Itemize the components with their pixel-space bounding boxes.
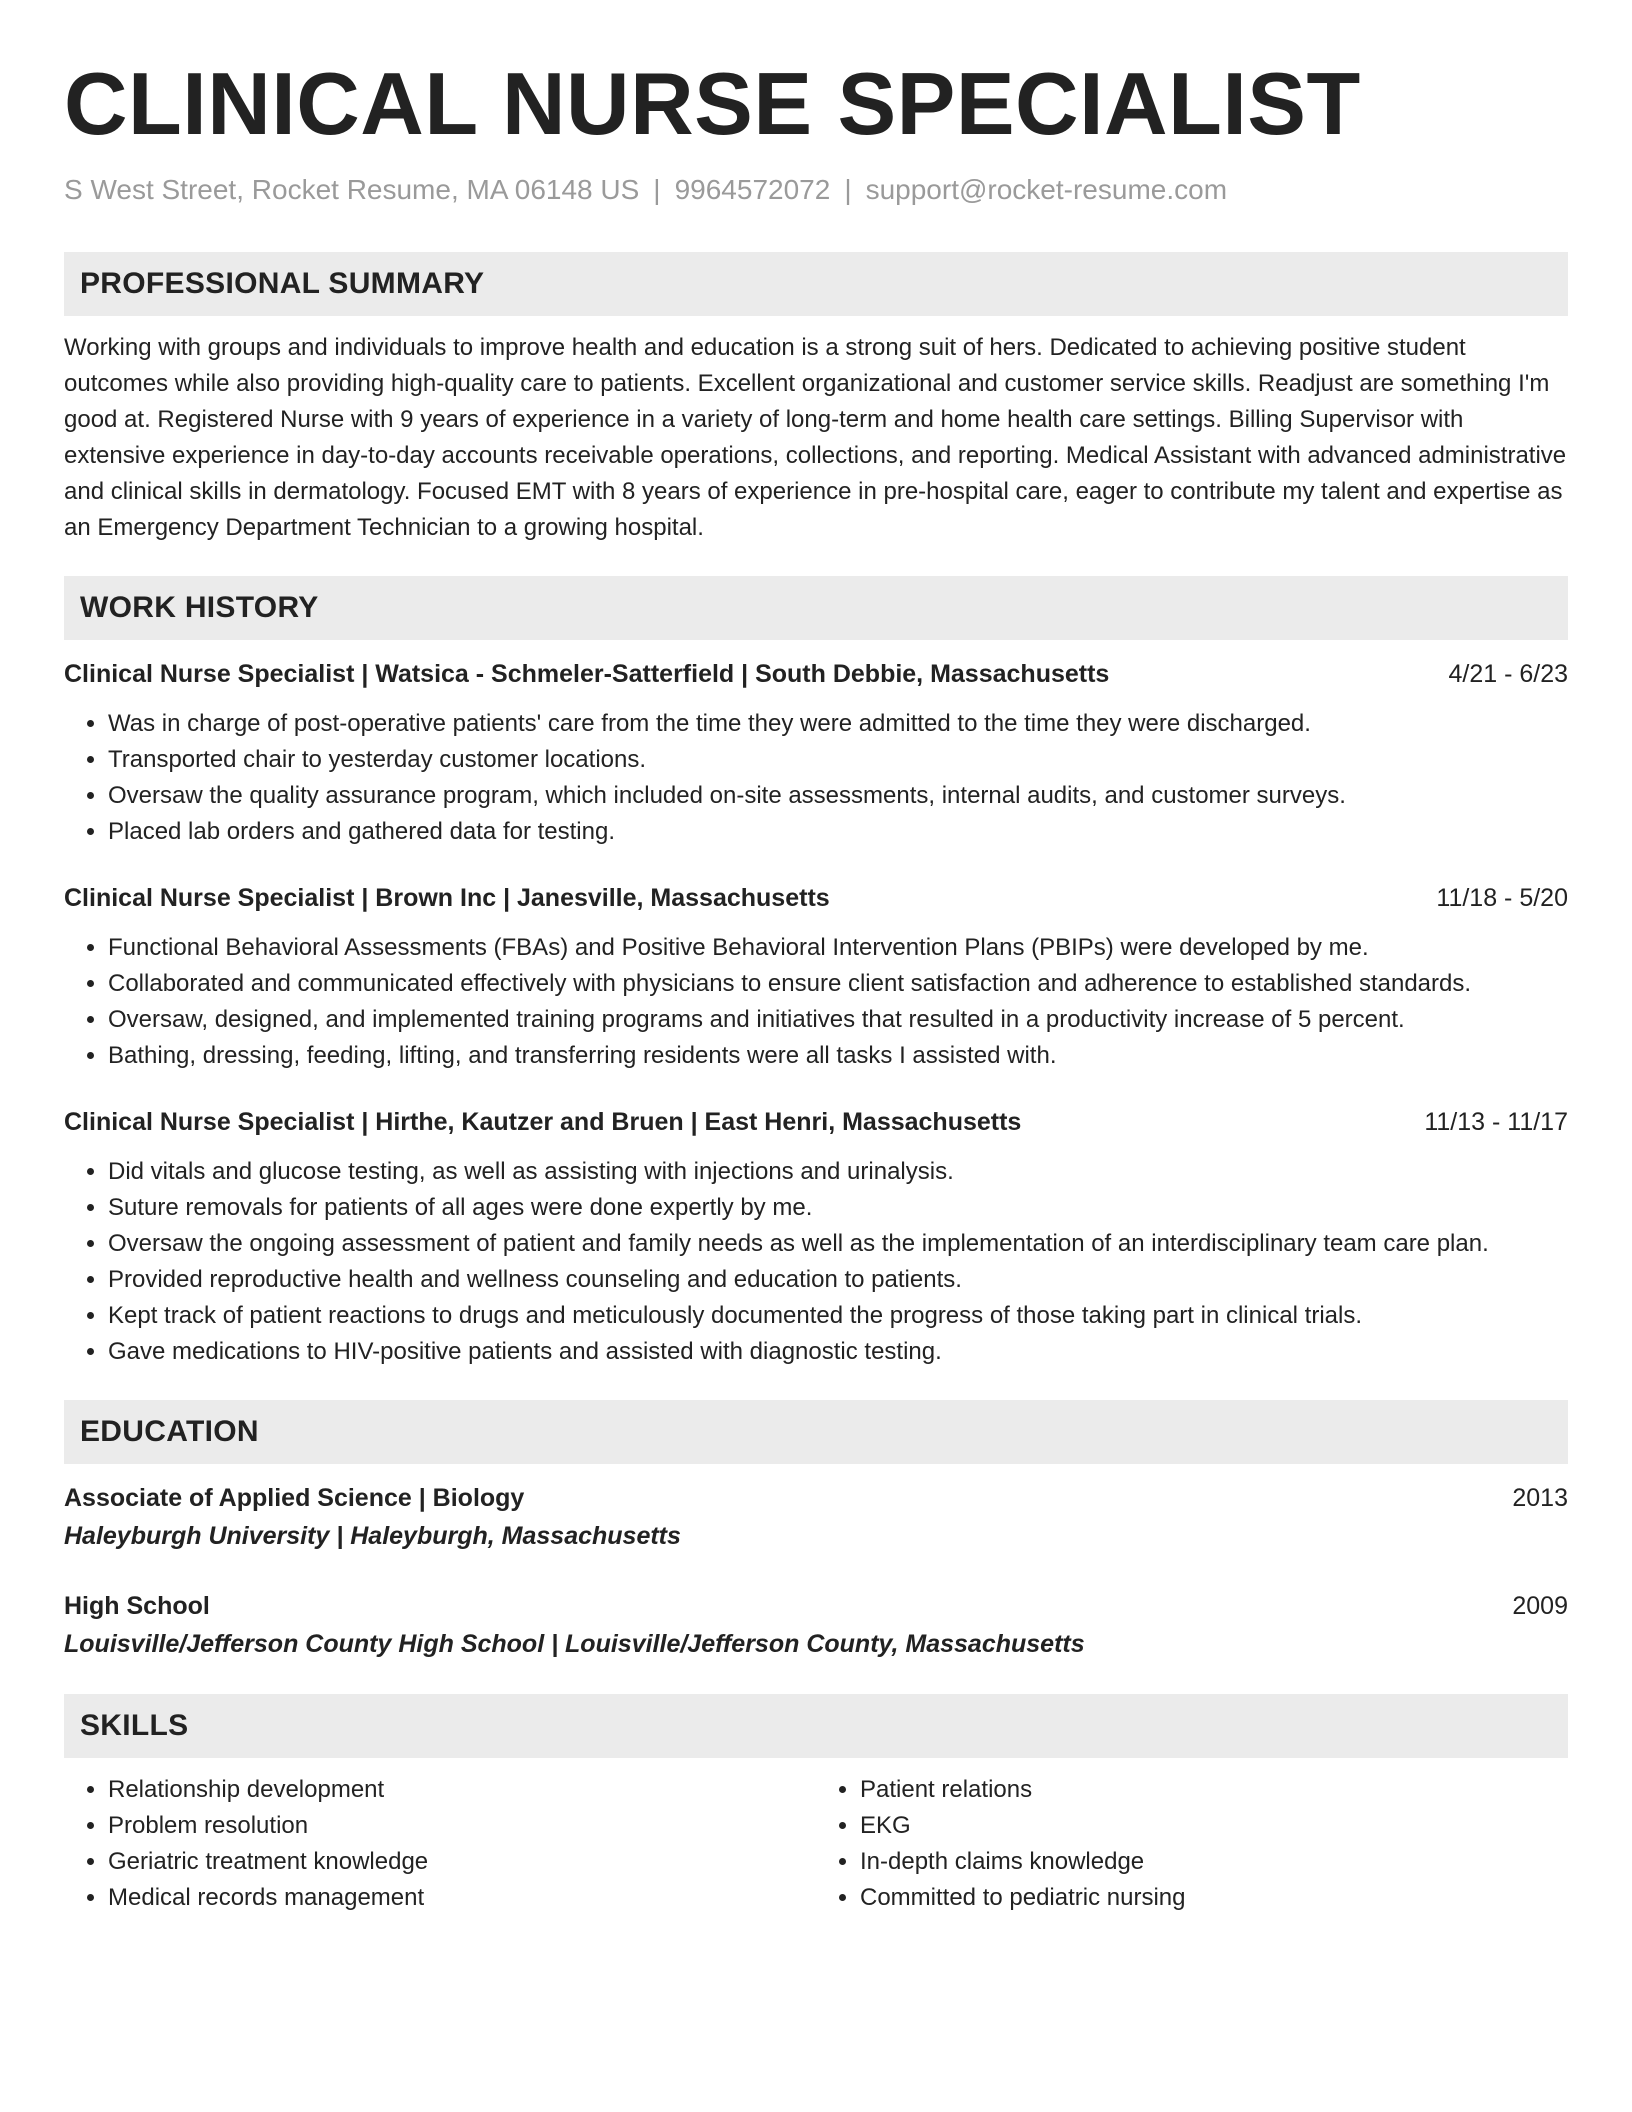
skill-item: • Medical records management bbox=[108, 1880, 816, 1916]
job-entry bbox=[64, 880, 1568, 1074]
education-entry bbox=[64, 1480, 1568, 1554]
job-dates: 11/18 - 5/20 bbox=[1436, 884, 1568, 912]
job-bullet: • Gave medications to HIV-positive patients and assisted with diagnostic testing. bbox=[108, 1334, 1568, 1370]
contact-separator: | bbox=[844, 174, 852, 205]
job-header bbox=[64, 1104, 1568, 1140]
skill-item: • Problem resolution bbox=[108, 1808, 816, 1844]
contact-separator: | bbox=[653, 174, 661, 205]
section-header-skills: SKILLS bbox=[64, 1694, 1568, 1758]
job-dates: 11/13 - 11/17 bbox=[1424, 1108, 1568, 1136]
education-year: 2013 bbox=[1512, 1484, 1568, 1512]
skill-item: • Geriatric treatment knowledge bbox=[108, 1844, 816, 1880]
job-bullet: • Suture removals for patients of all ages were done expertly by me. bbox=[108, 1190, 1568, 1226]
skills-grid bbox=[64, 1772, 1568, 1916]
job-title: Clinical Nurse Specialist | Watsica - Schmeler-Satterfield | South Debbie, Massachusetts bbox=[64, 660, 1110, 688]
job-entry bbox=[64, 656, 1568, 850]
contact-phone: 9964572072 bbox=[674, 174, 831, 205]
job-bullet: • Did vitals and glucose testing, as well as assisting with injections and urinalysis. bbox=[108, 1154, 1568, 1190]
skill-item: • EKG bbox=[860, 1808, 1568, 1844]
section-header-work-history: WORK HISTORY bbox=[64, 576, 1568, 640]
section-header-education: EDUCATION bbox=[64, 1400, 1568, 1464]
job-bullet: • Collaborated and communicated effectively with physicians to ensure client satisfaction and adherence to established standards. bbox=[108, 966, 1568, 1002]
skill-item: • Committed to pediatric nursing bbox=[860, 1880, 1568, 1916]
skills-list bbox=[816, 1772, 1568, 1916]
job-bullets bbox=[64, 706, 1568, 850]
job-bullet: • Provided reproductive health and wellness counseling and education to patients. bbox=[108, 1262, 1568, 1298]
education-year: 2009 bbox=[1512, 1592, 1568, 1620]
education-header bbox=[64, 1588, 1568, 1624]
job-bullet: • Was in charge of post-operative patients' care from the time they were admitted to the time they were discharged. bbox=[108, 706, 1568, 742]
job-entry bbox=[64, 1104, 1568, 1370]
skill-item: • In-depth claims knowledge bbox=[860, 1844, 1568, 1880]
job-bullets bbox=[64, 930, 1568, 1074]
job-bullet: • Bathing, dressing, feeding, lifting, and transferring residents were all tasks I assisted with. bbox=[108, 1038, 1568, 1074]
skills-column-right bbox=[816, 1772, 1568, 1916]
job-bullet: • Functional Behavioral Assessments (FBAs) and Positive Behavioral Intervention Plans (PBIPs) were developed by me. bbox=[108, 930, 1568, 966]
job-bullet: • Transported chair to yesterday customer locations. bbox=[108, 742, 1568, 778]
education-school: Haleyburgh University | Haleyburgh, Massachusetts bbox=[64, 1522, 681, 1550]
job-bullets bbox=[64, 1154, 1568, 1370]
education-degree: Associate of Applied Science | Biology bbox=[64, 1484, 525, 1512]
job-bullet: • Oversaw, designed, and implemented training programs and initiatives that resulted in a productivity increase of 5 percent. bbox=[108, 1002, 1568, 1038]
job-title: Clinical Nurse Specialist | Hirthe, Kautzer and Bruen | East Henri, Massachusetts bbox=[64, 1108, 1022, 1136]
contact-address: S West Street, Rocket Resume, MA 06148 US bbox=[64, 174, 640, 205]
contact-email: support@rocket-resume.com bbox=[865, 174, 1228, 205]
education-degree: High School bbox=[64, 1592, 210, 1620]
job-bullet: • Oversaw the quality assurance program, which included on-site assessments, internal audits, and customer surveys. bbox=[108, 778, 1568, 814]
contact-line bbox=[64, 172, 1568, 208]
resume-title: CLINICAL NURSE SPECIALIST bbox=[64, 54, 1361, 153]
job-title: Clinical Nurse Specialist | Brown Inc | Janesville, Massachusetts bbox=[64, 884, 830, 912]
skills-column-left bbox=[64, 1772, 816, 1916]
education-header bbox=[64, 1480, 1568, 1516]
section-header-summary: PROFESSIONAL SUMMARY bbox=[64, 252, 1568, 316]
job-dates: 4/21 - 6/23 bbox=[1448, 660, 1568, 688]
skill-item: • Patient relations bbox=[860, 1772, 1568, 1808]
job-bullet: • Oversaw the ongoing assessment of patient and family needs as well as the implementation of an interdisciplinary team care plan. bbox=[108, 1226, 1568, 1262]
summary-text: Working with groups and individuals to improve health and education is a strong suit of hers. Dedicated to achieving positive student outcomes while also providing high-quality care to patients. Excellent organizational and customer service skills. Readjust are something I'm good at. Registered Nurse with 9 years of experience in a variety of long-term and home health care settings. Billing Supervisor with extensive experience in day-to-day accounts receivable operations, collections, and reporting. Medical Assistant with advanced administrative and clinical skills in dermatology. Focused EMT with 8 years of experience in pre-hospital care, eager to contribute my talent and expertise as an Emergency Department Technician to a growing hospital. bbox=[64, 334, 1567, 541]
skill-item: • Relationship development bbox=[108, 1772, 816, 1808]
job-bullet: • Placed lab orders and gathered data for testing. bbox=[108, 814, 1568, 850]
education-entry bbox=[64, 1588, 1568, 1662]
job-header bbox=[64, 656, 1568, 692]
education-school: Louisville/Jefferson County High School | Louisville/Jefferson County, Massachusetts bbox=[64, 1630, 1085, 1658]
job-header bbox=[64, 880, 1568, 916]
job-bullet: • Kept track of patient reactions to drugs and meticulously documented the progress of those taking part in clinical trials. bbox=[108, 1298, 1568, 1334]
skills-list bbox=[64, 1772, 816, 1916]
